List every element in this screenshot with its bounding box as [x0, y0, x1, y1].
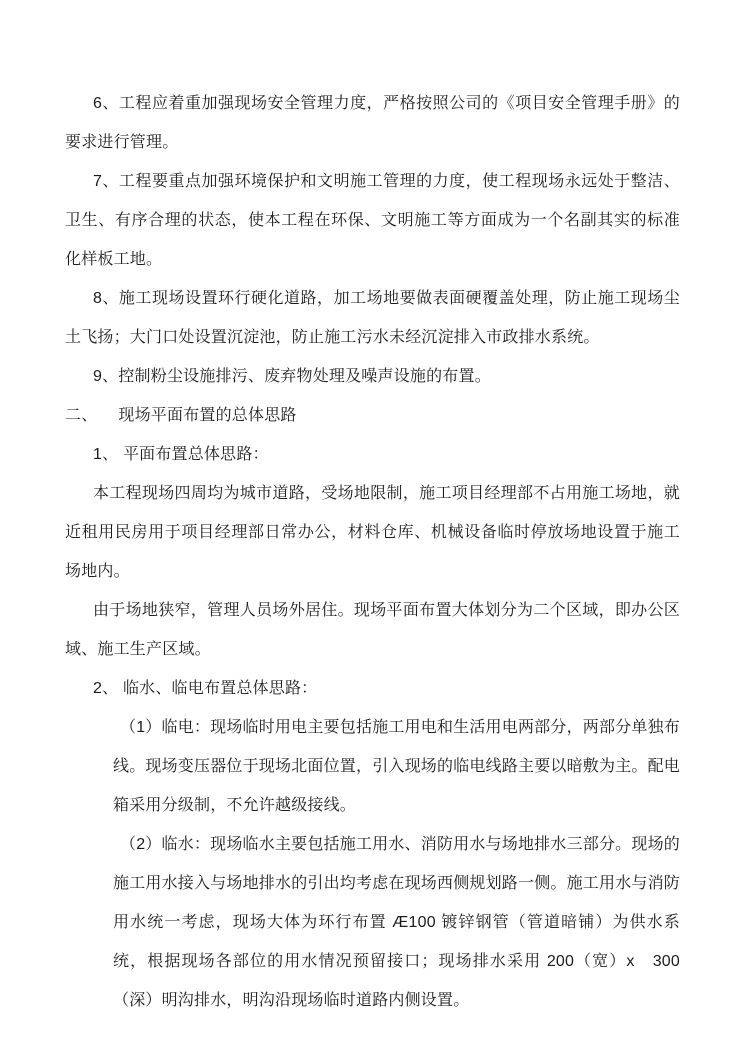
paragraph: 9、控制粉尘设施排污、废弃物处理及噪声设施的布置。 [93, 368, 491, 385]
paragraph: 6、工程应着重加强现场安全管理力度，严格按照公司的《项目安全管理手册》的要求进行管理。 [65, 95, 680, 151]
paragraph: 2、 临水、临电布置总体思路： [93, 680, 318, 697]
paragraph: 由于场地狭窄，管理人员场外居住。现场平面布置大体划分为二个区域，即办公区域、施工生产区域。 [65, 602, 680, 658]
paragraph: （1）临电：现场临时用电主要包括施工用电和生活用电两部分，两部分单独布线。现场变压器位于现场北面位置，引入现场的临电线路主要以暗敷为主。配电箱采用分级制，不允许越级接线。 [113, 719, 681, 814]
paragraph: 本工程现场四周均为城市道路，受场地限制，施工项目经理部不占用施工场地，就近租用民房用于项目经理部日常办公，材料仓库、机械设备临时停放场地设置于施工场地内。 [65, 485, 680, 580]
document-body [65, 84, 680, 1020]
heading-number: 二、 [65, 407, 98, 424]
paragraph: 1、 平面布置总体思路： [93, 446, 269, 463]
paragraph: 7、工程要重点加强环境保护和文明施工管理的力度，使工程现场永远处于整洁、卫生、有序合理的状态，使本工程在环保、文明施工等方面成为一个名副其实的标准化样板工地。 [65, 173, 680, 268]
heading-title: 现场平面布置的总体思路 [118, 407, 297, 424]
paragraph: （2）临水：现场临水主要包括施工用水、消防用水与场地排水三部分。现场的施工用水接入与场地排水的引出均考虑在现场西侧规划路一侧。施工用水与消防用水统一考虑，现场大体为环行布置 Æ100 镀锌钢管（管道暗铺）为供水系统，根据现场各部位的用水情况预留接口；现场排水采用 200（宽）x 300（深）明沟排水，明沟沿现场临时道路内侧设置。 [113, 836, 681, 1009]
section-heading [65, 396, 680, 435]
paragraph: 8、施工现场设置环行硬化道路，加工场地要做表面硬覆盖处理，防止施工现场尘土飞扬；大门口处设置沉淀池，防止施工污水未经沉淀排入市政排水系统。 [65, 290, 680, 346]
